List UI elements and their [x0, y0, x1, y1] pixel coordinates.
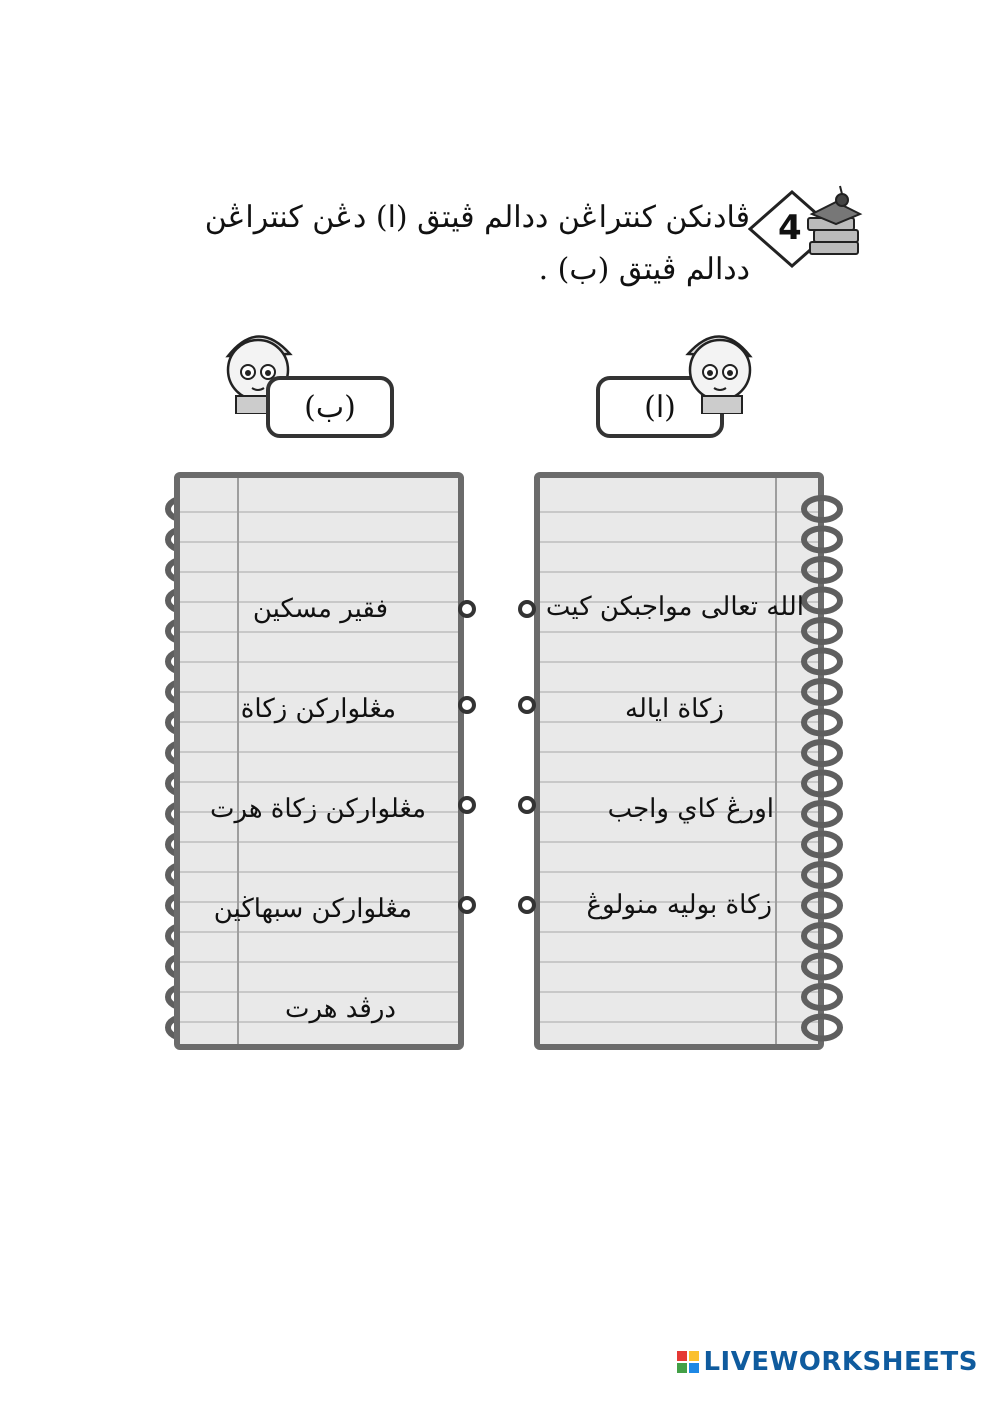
column-a-item[interactable]: الله تعالى مواجبكن كيت — [545, 592, 804, 622]
question-number: 4 — [778, 208, 802, 248]
column-a-item[interactable]: زكاة اياله — [625, 694, 724, 724]
ruled-lines — [540, 478, 818, 1044]
notebook-column-b — [174, 472, 464, 1050]
column-b-item[interactable]: درڤد هرت — [284, 994, 396, 1024]
column-b-match-dot[interactable] — [458, 600, 476, 618]
liveworksheets-brand-text: LIVEWORKSHEETS — [703, 1347, 978, 1377]
books-icon — [748, 184, 868, 274]
column-b-header-label: (ب) — [304, 389, 356, 425]
column-b-match-dot[interactable] — [458, 796, 476, 814]
ruled-lines — [180, 478, 458, 1044]
column-b-match-dot[interactable] — [458, 696, 476, 714]
boy-mascot-icon — [680, 318, 760, 414]
right-spiral-binding — [800, 495, 858, 1055]
column-b-match-dot[interactable] — [458, 896, 476, 914]
column-a-match-dot[interactable] — [518, 796, 536, 814]
column-b-item[interactable]: مڠلواركن زكاة — [240, 694, 396, 724]
question-number-badge — [748, 184, 868, 274]
column-a-item[interactable]: زكاة بوليه منولوڠ — [586, 890, 772, 920]
column-b-item[interactable]: مڠلواركن زكاة هرت — [210, 794, 426, 824]
question-instruction: ڤادنكن كنتراڠن ددالم ڤيتق (ا) دڠن كنتراڠن ددالم ڤيتق (ب) . — [204, 200, 750, 287]
column-b-header — [266, 376, 394, 438]
liveworksheets-logo — [677, 1347, 978, 1377]
column-a-header-label: (ا) — [644, 389, 676, 425]
column-b-item[interactable]: مڠلواركن سبهاڬين — [213, 894, 412, 924]
notebook-column-a — [534, 472, 824, 1050]
liveworksheets-logo-icon — [677, 1351, 699, 1373]
column-a-match-dot[interactable] — [518, 896, 536, 914]
column-a-match-dot[interactable] — [518, 600, 536, 618]
column-b-item[interactable]: فقير مسكين — [252, 594, 388, 624]
column-a-match-dot[interactable] — [518, 696, 536, 714]
column-a-item[interactable]: اورڠ كاي واجب — [607, 794, 774, 824]
